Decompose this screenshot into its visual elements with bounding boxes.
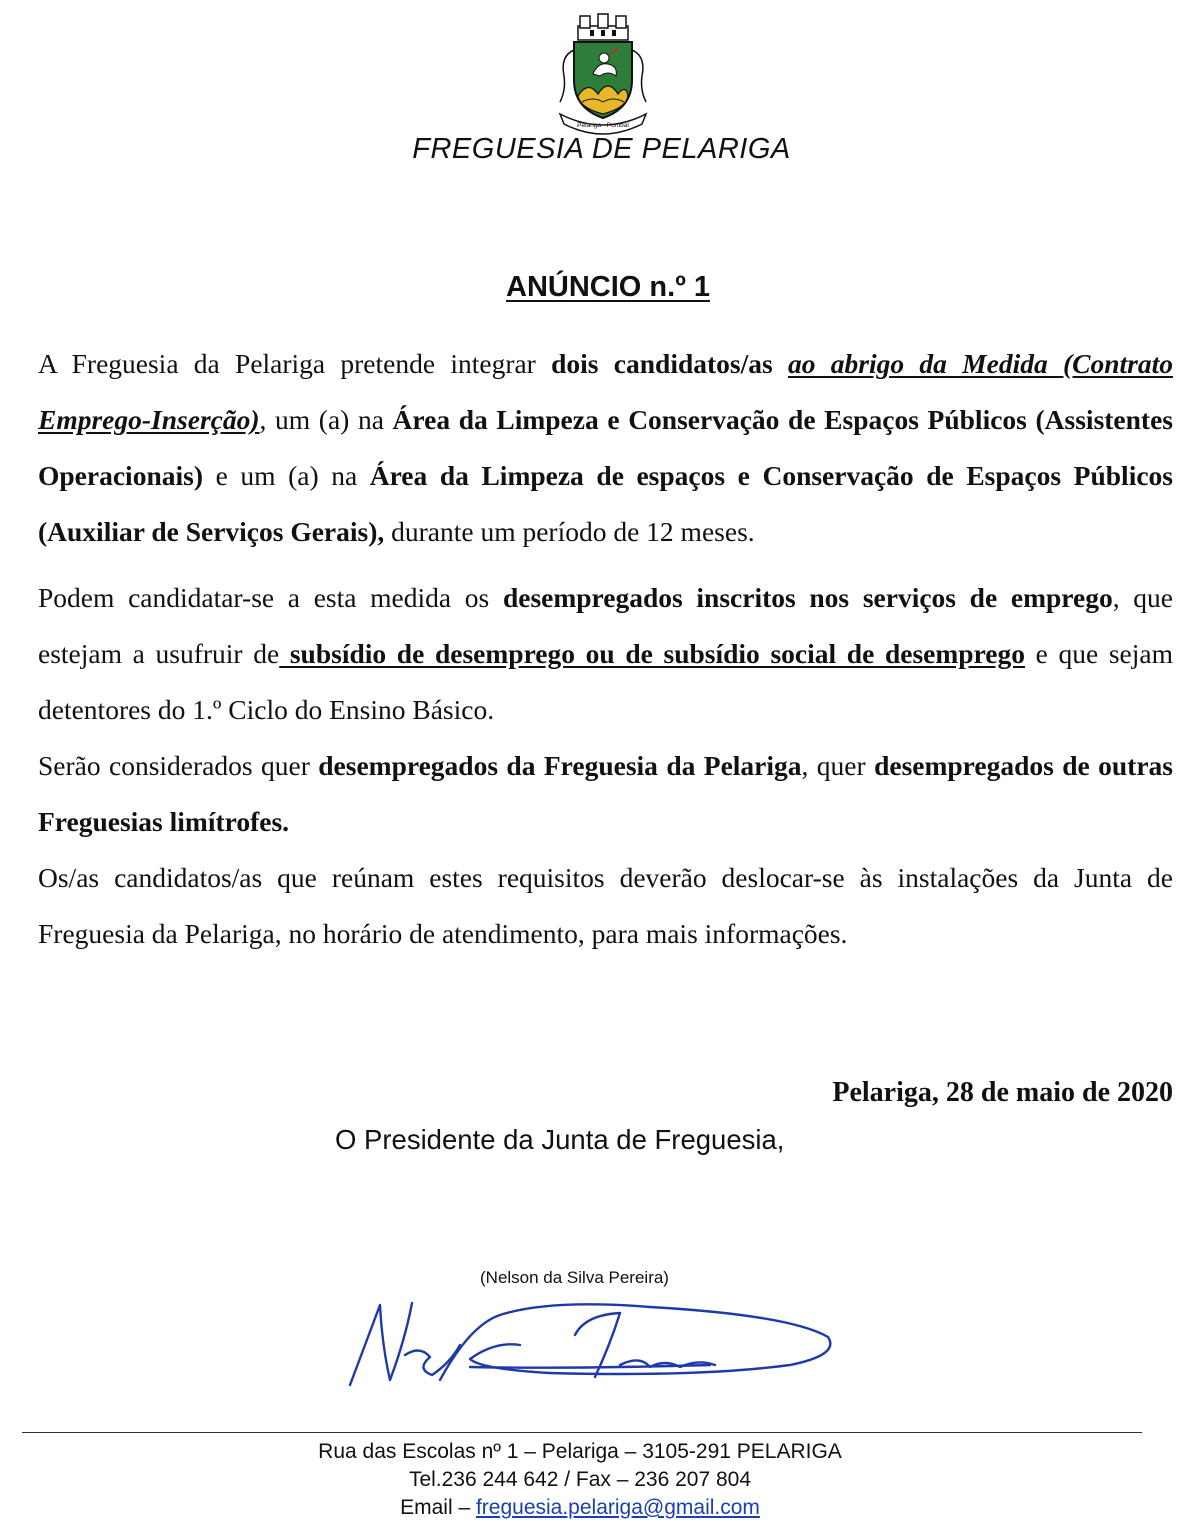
paragraph-eligibility: Podem candidatar-se a esta medida os desempregados inscritos nos serviços de emprego, que estejam a usufruir de subsídio de desemprego ou de subsídio social de desemprego e que sejam detentores do 1.º Ciclo do Ensino Básico. — [38, 582, 1173, 725]
announcement-heading: ANÚNCIO n.º 1 — [506, 271, 710, 303]
footer-address: Rua das Escolas nº 1 – Pelariga – 3105-291 PELARIGA — [318, 1440, 842, 1463]
parish-coat-of-arms — [538, 10, 668, 135]
footer-phones: Tel.236 244 642 / Fax – 236 207 804 — [408, 1468, 752, 1491]
organization-name: FREGUESIA DE PELARIGA — [412, 133, 791, 165]
handwritten-signature — [320, 1285, 840, 1400]
footer-email: Email – freguesia.pelariga@gmail.com — [400, 1496, 760, 1519]
svg-text:Pelariga - Pombal: Pelariga - Pombal — [577, 122, 629, 129]
paragraph-intro: A Freguesia da Pelariga pretende integrar dois candidatos/as ao abrigo da Medida (Contrato Emprego-Inserção), um (a) na Área da Limpeza e Conservação de Espaços Públicos (Assistentes Operacionais) e um (a) na Área da Limpeza de espaços e Conservação de Espaços Públicos (Auxiliar de Serviços Gerais), durante um período de 12 meses. — [38, 348, 1174, 547]
footer-divider — [22, 1432, 1142, 1433]
signer-name: (Nelson da Silva Pereira) — [480, 1268, 669, 1287]
announcement-body — [38, 336, 1173, 962]
footer — [0, 1438, 1160, 1522]
paragraph-considered: Serão considerados quer desempregados da Freguesia da Pelariga, quer desempregados de outras Freguesias limítrofes. — [38, 750, 1173, 837]
email-link[interactable]: freguesia.pelariga@gmail.com — [475, 1496, 760, 1519]
closing-line: O Presidente da Junta de Freguesia, — [335, 1124, 785, 1155]
paragraph-instructions: Os/as candidatos/as que reúnam estes requisitos deverão deslocar-se às instalações da Junta de Freguesia da Pelariga, no horário de atendimento, para mais informações. — [38, 862, 1173, 949]
date-line: Pelariga, 28 de maio de 2020 — [832, 1077, 1173, 1108]
